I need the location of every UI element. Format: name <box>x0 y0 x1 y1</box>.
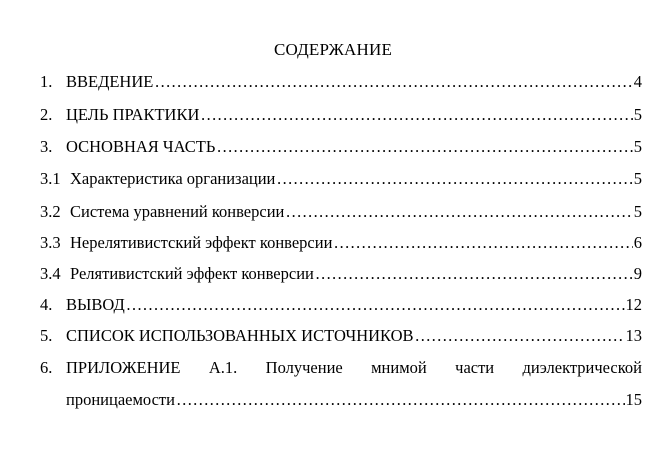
toc-entry-number: 3.1 <box>40 169 61 188</box>
toc-leader-dots <box>415 326 625 346</box>
toc-entry-page: 15 <box>625 390 642 409</box>
toc-entry-label: Релятивистский эффект конверсии <box>70 264 314 283</box>
toc-entry-nonrelativistic[interactable] <box>40 233 642 257</box>
toc-entry-label: ОСНОВНАЯ ЧАСТЬ <box>66 137 216 156</box>
toc-leader-dots <box>285 202 632 222</box>
toc-entry-label: Нерелятивистский эффект конверсии <box>70 233 333 252</box>
toc-leader-dots <box>315 264 633 284</box>
toc-entry-label: ЦЕЛЬ ПРАКТИКИ <box>66 105 200 124</box>
toc-entry-organization[interactable] <box>40 169 642 193</box>
toc-entry-page: 4 <box>633 72 642 91</box>
toc-entry-number: 4. <box>40 295 53 314</box>
toc-leader-dots <box>276 169 632 189</box>
toc-entry-number: 3.4 <box>40 264 61 283</box>
toc-entry-relativistic[interactable] <box>40 264 642 288</box>
toc-entry-main-part[interactable] <box>40 137 642 161</box>
toc-leader-dots <box>126 295 625 315</box>
toc-entry-page: 12 <box>625 295 642 314</box>
toc-leader-dots <box>200 105 632 125</box>
toc-entry-references[interactable] <box>40 326 642 350</box>
toc-leader-dots <box>154 72 632 92</box>
toc-entry-label: проницаемости <box>66 390 175 409</box>
toc-entry-number: 3. <box>40 137 53 156</box>
toc-entry-page: 5 <box>633 169 642 188</box>
toc-entry-number: 3.2 <box>40 202 61 221</box>
toc-entry-page: 5 <box>633 202 642 221</box>
toc-entry-page: 6 <box>633 233 642 252</box>
toc-entry-number: 5. <box>40 326 53 345</box>
toc-entry-page: 5 <box>633 105 642 124</box>
toc-entry-conclusion[interactable] <box>40 295 642 319</box>
toc-entry-appendix-line-2[interactable] <box>66 390 642 414</box>
toc-title: СОДЕРЖАНИЕ <box>273 40 393 59</box>
toc-entry-label: Система уравнений конверсии <box>70 202 285 221</box>
toc-entry-equations[interactable] <box>40 202 642 226</box>
toc-entry-label: Характеристика организации <box>70 169 276 188</box>
toc-entry-number: 6. <box>40 358 53 377</box>
toc-leader-dots <box>333 233 632 253</box>
toc-entry-number: 2. <box>40 105 53 124</box>
toc-entry-page: 9 <box>633 264 642 283</box>
toc-entry-number: 3.3 <box>40 233 61 252</box>
toc-entry-label: СПИСОК ИСПОЛЬЗОВАННЫХ ИСТОЧНИКОВ <box>66 326 414 345</box>
toc-entry-page: 5 <box>633 137 642 156</box>
toc-entry-goal[interactable] <box>40 105 642 129</box>
toc-entry-label: ВВЕДЕНИЕ <box>66 72 154 91</box>
toc-entry-number: 1. <box>40 72 53 91</box>
toc-leader-dots <box>176 390 625 410</box>
toc-entry-page: 13 <box>625 326 642 345</box>
toc-leader-dots <box>216 137 632 157</box>
toc-entry-introduction[interactable] <box>40 72 642 96</box>
toc-entry-appendix-line-1[interactable] <box>40 358 642 378</box>
toc-entry-label: ПРИЛОЖЕНИЕ А.1. Получение мнимой части диэлектрической <box>66 358 642 377</box>
toc-entry-label: ВЫВОД <box>66 295 125 314</box>
